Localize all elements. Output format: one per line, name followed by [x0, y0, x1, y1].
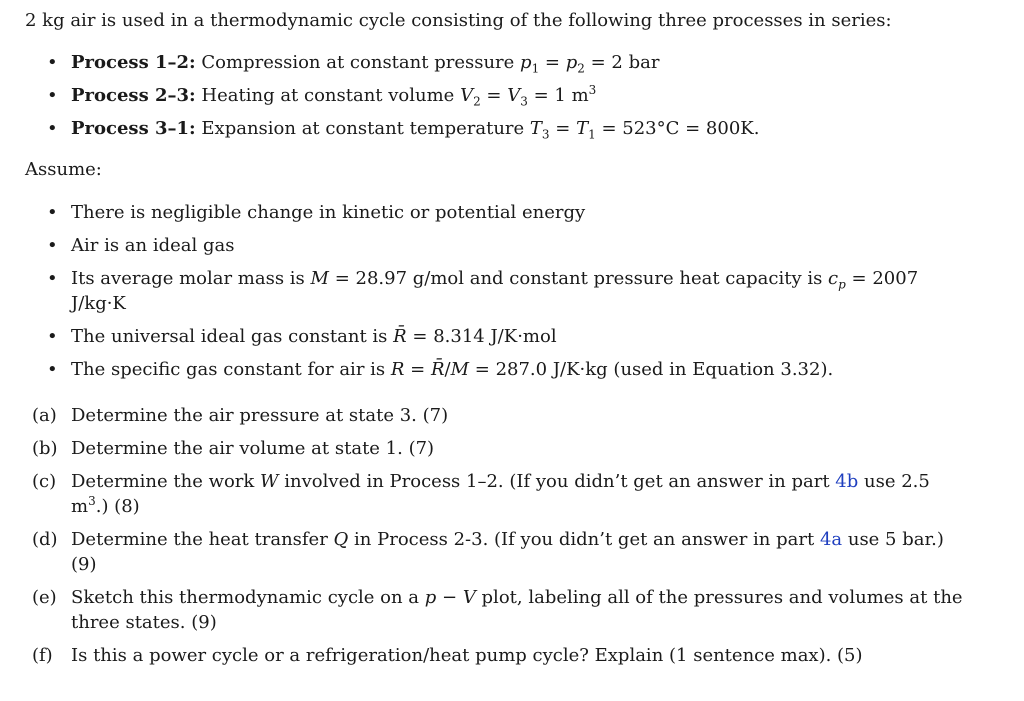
question-c-label: (c): [32, 471, 57, 492]
bullet: •: [47, 52, 58, 73]
math-symbol: T: [529, 118, 542, 139]
question-d-line2: (9): [71, 554, 97, 575]
assumption-3-text: [71, 266, 918, 292]
text: Its average molar mass is: [71, 268, 311, 289]
text: .) (8): [95, 496, 140, 517]
text: Determine the heat transfer: [71, 529, 334, 550]
bullet: •: [47, 326, 58, 347]
subscript: 2: [577, 61, 585, 76]
question-c-text: [71, 469, 930, 495]
math-symbol: V: [460, 85, 474, 106]
subscript: 2: [473, 94, 481, 109]
math-symbol: Q: [333, 529, 349, 550]
process-title: Process 1–2:: [71, 52, 196, 73]
text: Determine the work: [71, 471, 261, 492]
part-4a-link[interactable]: 4a: [819, 529, 843, 550]
question-d-label: (d): [32, 529, 58, 550]
question-d-text: [71, 527, 944, 553]
text: = 2007: [845, 268, 919, 289]
bullet: •: [47, 268, 58, 289]
bullet: •: [47, 359, 58, 380]
math-symbol: p − V: [424, 587, 476, 608]
part-4b-link[interactable]: 4b: [835, 471, 859, 492]
text: m: [71, 496, 89, 517]
process-title: Process 3–1:: [71, 118, 196, 139]
process-text: Expansion at constant temperature: [201, 118, 530, 139]
process-value: = 1 m: [527, 85, 589, 106]
text: The specific gas constant for air is: [71, 359, 391, 380]
text: = 8.314 J/K·mol: [406, 326, 557, 347]
assumption-5: [71, 357, 833, 383]
subscript: 1: [531, 61, 540, 76]
question-e-text: [71, 585, 963, 611]
text: plot, labeling all of the pressures and volumes at the: [475, 587, 963, 608]
math-symbol: W: [260, 471, 279, 492]
bullet: •: [47, 118, 58, 139]
process-1-2: [71, 50, 659, 76]
text: /: [444, 359, 451, 380]
text: The universal ideal gas constant is: [71, 326, 394, 347]
equals: =: [549, 118, 577, 139]
question-b-text: Determine the air volume at state 1. (7): [71, 438, 435, 459]
question-f-text: Is this a power cycle or a refrigeration/heat pump cycle? Explain (1 sentence max). (5): [71, 645, 863, 666]
question-a-text: Determine the air pressure at state 3. (7): [71, 405, 449, 426]
text: =: [404, 359, 431, 380]
question-a-label: (a): [32, 405, 57, 426]
math-symbol: T: [576, 118, 589, 139]
question-f-label: (f): [32, 645, 53, 666]
subscript: p: [838, 277, 846, 292]
assumption-4: [71, 324, 557, 350]
math-symbol: R: [390, 359, 405, 380]
process-title: Process 2–3:: [71, 85, 196, 106]
subscript: 1: [588, 127, 596, 142]
process-3-1: [71, 116, 759, 142]
question-e-line1: [71, 585, 963, 611]
text: Sketch this thermodynamic cycle on a: [71, 587, 425, 608]
process-2-3: [71, 83, 596, 109]
question-c-line1: [71, 469, 949, 495]
assumption-3-line2: J/kg·K: [71, 293, 126, 314]
text: in Process 2-3. (If you didn’t get an answer in part: [348, 529, 820, 550]
bullet: •: [47, 85, 58, 106]
subscript: 3: [541, 127, 550, 142]
question-d-line1: [71, 527, 949, 553]
process-value: = 523°C = 800K.: [595, 118, 760, 139]
assume-heading: Assume:: [25, 159, 102, 180]
assumption-2: Air is an ideal gas: [71, 235, 235, 256]
intro-text: 2 kg air is used in a thermodynamic cycle consisting of the following three processes in series:: [25, 10, 892, 31]
bullet: •: [47, 235, 58, 256]
superscript: 3: [88, 494, 96, 508]
question-b-label: (b): [32, 438, 58, 459]
process-value: = 2 bar: [584, 52, 660, 73]
process-text: Compression at constant pressure: [201, 52, 521, 73]
text: = 28.97 g/mol and constant pressure heat capacity is: [328, 268, 829, 289]
bullet: •: [47, 202, 58, 223]
subscript: 3: [520, 94, 528, 109]
math-symbol: M: [310, 268, 329, 289]
text: use 2.5: [858, 471, 930, 492]
superscript: 3: [588, 83, 597, 97]
assumption-1: There is negligible change in kinetic or potential energy: [71, 202, 586, 223]
question-e-line2: three states. (9): [71, 612, 217, 633]
math-symbol: R̄: [393, 326, 407, 347]
question-c-line2: [71, 494, 140, 520]
text: involved in Process 1–2. (If you didn’t get an answer in part: [278, 471, 836, 492]
math-symbol: M: [450, 359, 470, 380]
text: use 5 bar.): [842, 529, 944, 550]
math-symbol: c: [828, 268, 839, 289]
math-symbol: p: [520, 52, 532, 73]
equals: =: [539, 52, 566, 73]
text: = 287.0 J/K·kg (used in Equation 3.32).: [469, 359, 834, 380]
math-symbol: p: [565, 52, 578, 73]
assumption-3-line1: [71, 266, 949, 292]
process-text: Heating at constant volume: [201, 85, 461, 106]
equals: =: [480, 85, 508, 106]
math-symbol: V: [507, 85, 521, 106]
question-e-label: (e): [32, 587, 57, 608]
math-symbol: R̄: [430, 359, 445, 380]
